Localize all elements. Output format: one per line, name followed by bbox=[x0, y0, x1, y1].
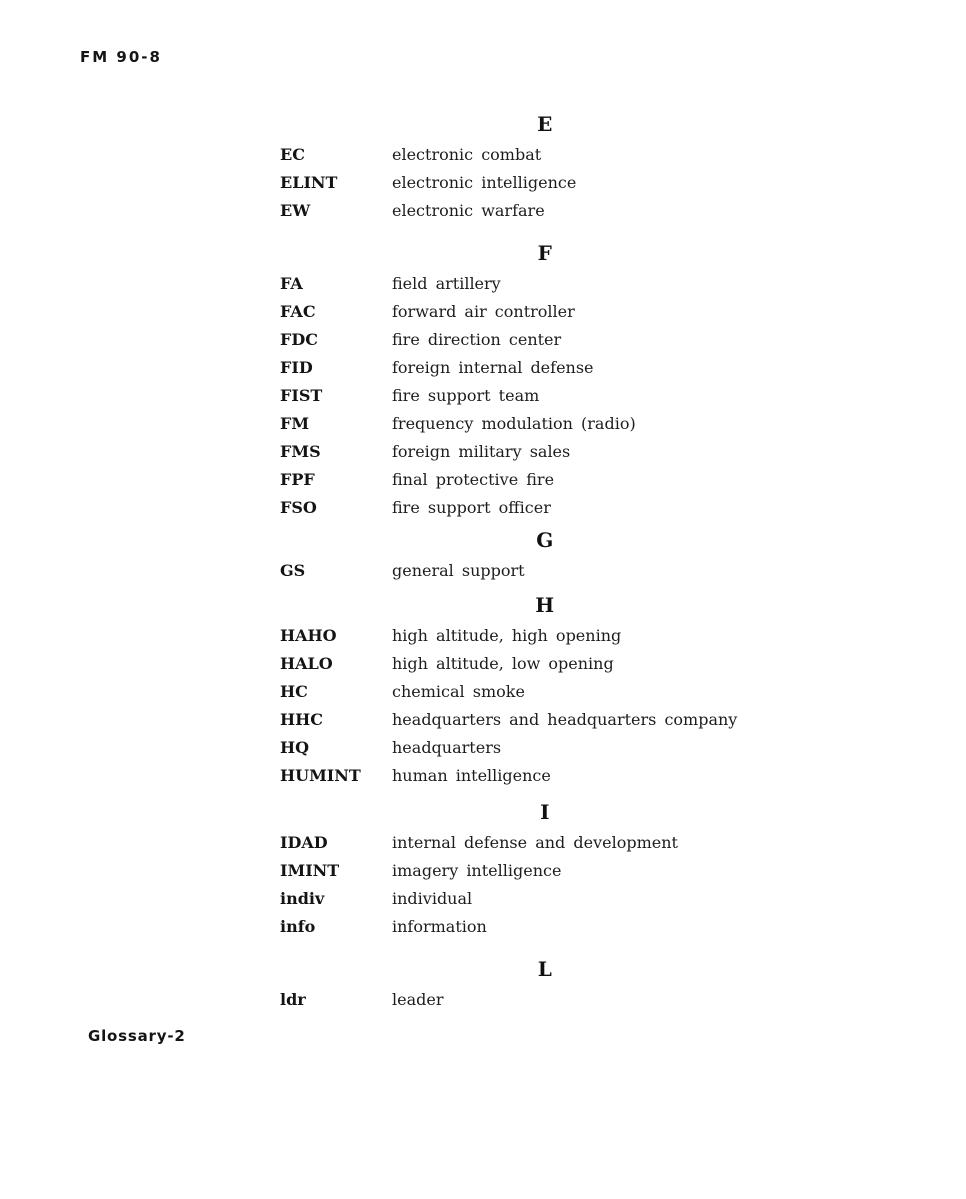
section-letter: L bbox=[537, 957, 553, 981]
entry-abbreviation: info bbox=[280, 917, 316, 936]
entry-abbreviation: HHC bbox=[280, 710, 323, 729]
entry-abbreviation: FID bbox=[280, 358, 313, 377]
glossary-entry bbox=[280, 829, 810, 857]
entry-abbreviation: FMS bbox=[280, 442, 321, 461]
glossary-entry bbox=[280, 169, 810, 197]
entry-definition: individual bbox=[392, 889, 473, 908]
entry-abbreviation: ldr bbox=[280, 990, 306, 1009]
section-letter: I bbox=[540, 800, 550, 824]
entry-abbreviation: ELINT bbox=[280, 173, 338, 192]
entry-abbreviation: FDC bbox=[280, 330, 318, 349]
entry-definition: fire support team bbox=[392, 386, 540, 405]
entry-abbreviation: HAHO bbox=[280, 626, 337, 645]
glossary-entry bbox=[280, 678, 810, 706]
section-letter: E bbox=[537, 112, 553, 136]
entry-abbreviation: GS bbox=[280, 561, 306, 580]
entry-definition: electronic warfare bbox=[392, 201, 545, 220]
glossary-entry bbox=[280, 913, 810, 941]
entry-definition: human intelligence bbox=[392, 766, 551, 785]
entry-abbreviation: EW bbox=[280, 201, 311, 220]
entry-definition: chemical smoke bbox=[392, 682, 525, 701]
entry-abbreviation: IDAD bbox=[280, 833, 328, 852]
glossary-entry bbox=[280, 885, 810, 913]
section-letter: F bbox=[537, 241, 553, 265]
glossary-section-i bbox=[280, 800, 810, 941]
entry-definition: frequency modulation (radio) bbox=[392, 414, 636, 433]
entry-definition: electronic intelligence bbox=[392, 173, 577, 192]
document-code: FM 90-8 bbox=[80, 48, 162, 66]
section-entries bbox=[280, 622, 810, 790]
glossary-section-h bbox=[280, 593, 810, 790]
section-entries bbox=[280, 141, 810, 225]
entry-definition: general support bbox=[392, 561, 525, 580]
entry-definition: foreign internal defense bbox=[392, 358, 594, 377]
entry-abbreviation: indiv bbox=[280, 889, 325, 908]
entry-abbreviation: HC bbox=[280, 682, 308, 701]
glossary-entry bbox=[280, 494, 810, 522]
entry-definition: field artillery bbox=[392, 274, 501, 293]
entry-abbreviation: HUMINT bbox=[280, 766, 361, 785]
entry-abbreviation: FIST bbox=[280, 386, 323, 405]
section-entries bbox=[280, 986, 810, 1014]
entry-definition: high altitude, low opening bbox=[392, 654, 614, 673]
entry-abbreviation: HQ bbox=[280, 738, 310, 757]
entry-abbreviation: FPF bbox=[280, 470, 315, 489]
entry-definition: fire support officer bbox=[392, 498, 551, 517]
entry-abbreviation: FSO bbox=[280, 498, 317, 517]
entry-abbreviation: FAC bbox=[280, 302, 316, 321]
entry-definition: imagery intelligence bbox=[392, 861, 562, 880]
entry-abbreviation: FA bbox=[280, 274, 303, 293]
entry-definition: leader bbox=[392, 990, 444, 1009]
glossary-entry bbox=[280, 986, 810, 1014]
glossary-entry bbox=[280, 197, 810, 225]
glossary-entry bbox=[280, 410, 810, 438]
entry-definition: headquarters and headquarters company bbox=[392, 710, 738, 729]
entry-definition: final protective fire bbox=[392, 470, 555, 489]
glossary-entry bbox=[280, 557, 810, 585]
glossary-entry bbox=[280, 650, 810, 678]
glossary-section-g bbox=[280, 528, 810, 585]
glossary-entry bbox=[280, 298, 810, 326]
glossary-entry bbox=[280, 141, 810, 169]
glossary-entry bbox=[280, 857, 810, 885]
section-entries bbox=[280, 829, 810, 941]
entry-abbreviation: HALO bbox=[280, 654, 333, 673]
entry-definition: foreign military sales bbox=[392, 442, 571, 461]
glossary-section-l bbox=[280, 957, 810, 1014]
glossary-entry bbox=[280, 382, 810, 410]
glossary-entry bbox=[280, 706, 810, 734]
entry-definition: fire direction center bbox=[392, 330, 562, 349]
glossary-entry bbox=[280, 762, 810, 790]
entry-definition: information bbox=[392, 917, 487, 936]
section-entries bbox=[280, 557, 810, 585]
glossary-entry bbox=[280, 438, 810, 466]
glossary-entry bbox=[280, 326, 810, 354]
section-entries bbox=[280, 270, 810, 522]
glossary-entry bbox=[280, 354, 810, 382]
entry-definition: electronic combat bbox=[392, 145, 542, 164]
section-letter: G bbox=[536, 528, 554, 552]
entry-abbreviation: IMINT bbox=[280, 861, 340, 880]
section-letter: H bbox=[535, 593, 555, 617]
page-footer: Glossary-2 bbox=[88, 1027, 186, 1045]
glossary-section-f bbox=[280, 241, 810, 522]
glossary-entry bbox=[280, 466, 810, 494]
glossary-entry bbox=[280, 270, 810, 298]
entry-definition: internal defense and development bbox=[392, 833, 678, 852]
glossary-section-e bbox=[280, 112, 810, 225]
glossary-entry bbox=[280, 734, 810, 762]
entry-abbreviation: EC bbox=[280, 145, 305, 164]
entry-abbreviation: FM bbox=[280, 414, 310, 433]
glossary-entry bbox=[280, 622, 810, 650]
entry-definition: forward air controller bbox=[392, 302, 575, 321]
entry-definition: high altitude, high opening bbox=[392, 626, 622, 645]
entry-definition: headquarters bbox=[392, 738, 502, 757]
